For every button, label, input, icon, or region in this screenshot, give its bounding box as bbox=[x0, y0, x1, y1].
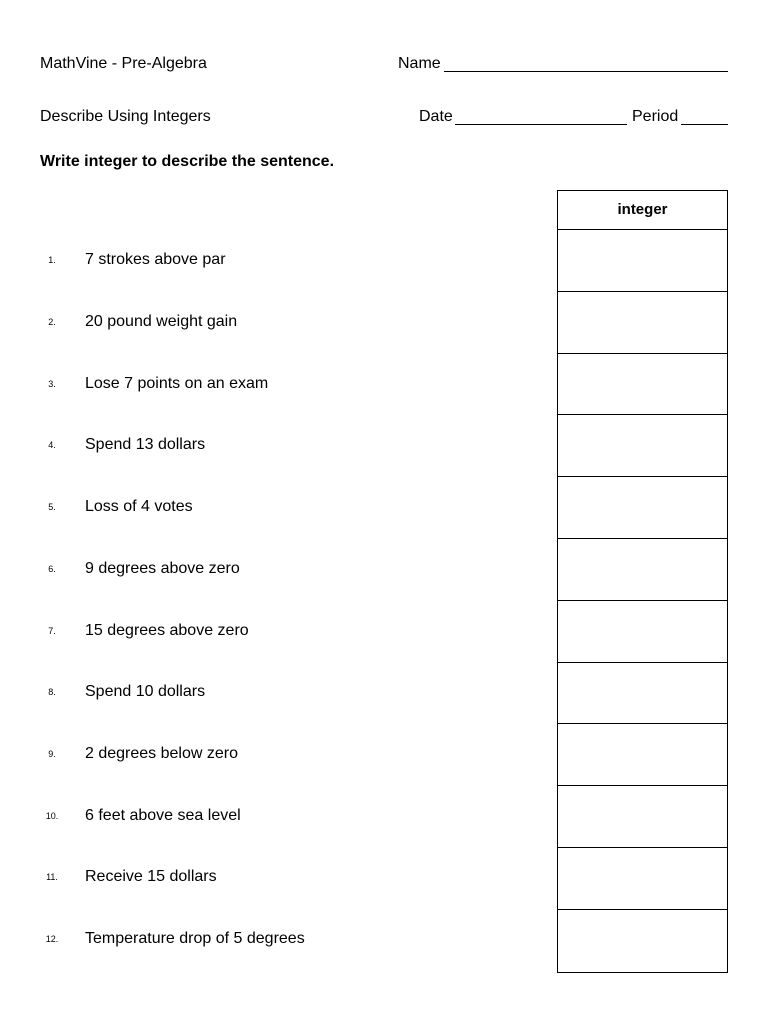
question-item bbox=[0, 495, 550, 519]
instruction-text: Write integer to describe the sentence. bbox=[40, 153, 335, 170]
answer-cell[interactable] bbox=[558, 477, 727, 539]
period-field[interactable] bbox=[681, 124, 728, 125]
question-text: Temperature drop of 5 degrees bbox=[85, 930, 305, 947]
question-item bbox=[0, 865, 550, 889]
answer-cell[interactable] bbox=[558, 724, 727, 786]
question-item bbox=[0, 433, 550, 457]
question-text: 2 degrees below zero bbox=[85, 745, 238, 762]
question-item bbox=[0, 680, 550, 704]
question-text: Lose 7 points on an exam bbox=[85, 375, 269, 392]
answer-cell[interactable] bbox=[558, 786, 727, 848]
question-number: 1. bbox=[48, 255, 56, 265]
question-number: 9. bbox=[48, 749, 56, 759]
question-text: 20 pound weight gain bbox=[85, 313, 238, 330]
question-item bbox=[0, 742, 550, 766]
question-number: 11. bbox=[46, 872, 58, 882]
question-item bbox=[0, 310, 550, 334]
question-text: 9 degrees above zero bbox=[85, 560, 240, 577]
answer-cell[interactable] bbox=[558, 663, 727, 725]
question-item bbox=[0, 927, 550, 951]
answer-cell[interactable] bbox=[558, 910, 727, 972]
question-number: 4. bbox=[48, 440, 56, 450]
question-number: 8. bbox=[48, 687, 56, 697]
name-label: Name bbox=[398, 55, 441, 72]
date-label: Date bbox=[419, 108, 453, 125]
question-text: 6 feet above sea level bbox=[85, 807, 241, 824]
answer-cell[interactable] bbox=[558, 354, 727, 416]
date-field[interactable] bbox=[455, 124, 627, 125]
question-text: 7 strokes above par bbox=[85, 251, 226, 268]
question-text: Loss of 4 votes bbox=[85, 498, 193, 515]
question-number: 3. bbox=[48, 379, 56, 389]
answer-cell[interactable] bbox=[558, 601, 727, 663]
question-number: 5. bbox=[48, 502, 56, 512]
question-text: Receive 15 dollars bbox=[85, 868, 217, 885]
answer-cell[interactable] bbox=[558, 415, 727, 477]
question-item bbox=[0, 557, 550, 581]
question-item bbox=[0, 248, 550, 272]
name-field[interactable] bbox=[444, 71, 728, 72]
question-number: 12. bbox=[45, 934, 59, 944]
question-text: 15 degrees above zero bbox=[85, 622, 249, 639]
period-label: Period bbox=[632, 108, 679, 125]
question-text: Spend 13 dollars bbox=[85, 436, 206, 453]
question-number: 10. bbox=[45, 811, 59, 821]
answer-cell[interactable] bbox=[558, 539, 727, 601]
question-item bbox=[0, 372, 550, 396]
worksheet-topic: Describe Using Integers bbox=[40, 108, 211, 125]
answer-table bbox=[557, 190, 728, 973]
question-item bbox=[0, 619, 550, 643]
answer-cell[interactable] bbox=[558, 292, 727, 354]
question-item bbox=[0, 804, 550, 828]
question-number: 7. bbox=[48, 626, 56, 636]
question-number: 2. bbox=[48, 317, 56, 327]
question-text: Spend 10 dollars bbox=[85, 683, 206, 700]
answer-cell[interactable] bbox=[558, 848, 727, 910]
course-title: MathVine - Pre-Algebra bbox=[40, 55, 207, 72]
question-number: 6. bbox=[48, 564, 56, 574]
answer-column-header: integer bbox=[558, 191, 727, 230]
answer-cell[interactable] bbox=[558, 230, 727, 292]
